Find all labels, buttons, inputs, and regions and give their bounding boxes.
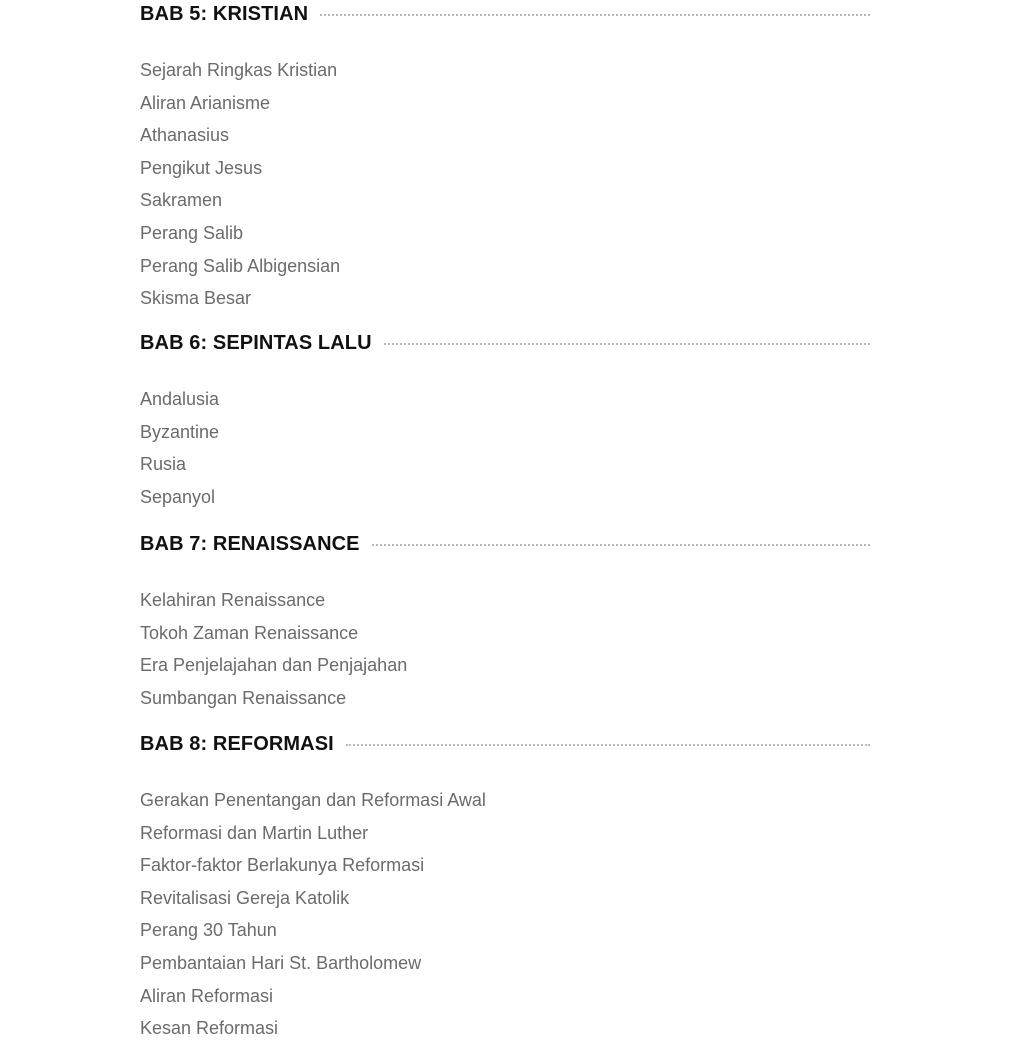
section-bab-8 xyxy=(140,731,870,1045)
section-bab-6 xyxy=(140,330,870,513)
list-item[interactable]: Pembantaian Hari St. Bartholomew xyxy=(140,952,422,973)
list-item[interactable]: Sakramen xyxy=(140,190,223,211)
list-item[interactable]: Perang Salib Albigensian xyxy=(140,255,341,276)
section-bab-7 xyxy=(140,531,870,714)
section-heading xyxy=(140,731,870,757)
section-title: BAB 6: SEPINTAS LALU xyxy=(140,331,372,354)
list-item[interactable]: Kesan Reformasi xyxy=(140,1018,279,1039)
heading-divider xyxy=(384,343,870,345)
list-item[interactable]: Faktor-faktor Berlakunya Reformasi xyxy=(140,855,425,876)
list-item[interactable]: Athanasius xyxy=(140,125,230,146)
heading-divider xyxy=(346,744,870,746)
section-heading xyxy=(140,531,870,557)
section-title: BAB 8: REFORMASI xyxy=(140,732,334,755)
list-item[interactable]: Kelahiran Renaissance xyxy=(140,590,326,610)
list-item[interactable]: Rusia xyxy=(140,454,187,475)
section-title: BAB 7: RENAISSANCE xyxy=(140,532,360,555)
list-item[interactable]: Byzantine xyxy=(140,421,220,442)
section-title: BAB 5: KRISTIAN xyxy=(140,2,309,25)
list-item[interactable]: Reformasi dan Martin Luther xyxy=(140,822,369,843)
heading-divider xyxy=(320,14,870,16)
list-item[interactable]: Andalusia xyxy=(140,389,220,409)
list-item[interactable]: Aliran Reformasi xyxy=(140,985,274,1006)
section-heading xyxy=(140,330,870,356)
list-item[interactable]: Sepanyol xyxy=(140,486,216,507)
list-item[interactable]: Gerakan Penentangan dan Reformasi Awal xyxy=(140,790,486,810)
list-item[interactable]: Skisma Besar xyxy=(140,288,252,309)
list-item[interactable]: Revitalisasi Gereja Katolik xyxy=(140,887,350,908)
section-heading xyxy=(140,1,870,27)
list-item[interactable]: Perang 30 Tahun xyxy=(140,920,277,941)
list-item[interactable]: Perang Salib xyxy=(140,222,244,243)
link-list xyxy=(140,584,870,714)
list-item[interactable]: Aliran Arianisme xyxy=(140,92,271,113)
heading-divider xyxy=(372,544,870,546)
section-bab-5 xyxy=(140,1,870,315)
link-list xyxy=(140,383,870,513)
link-list xyxy=(140,784,870,1045)
list-item[interactable]: Era Penjelajahan dan Penjajahan xyxy=(140,655,408,676)
list-item[interactable]: Sejarah Ringkas Kristian xyxy=(140,60,338,80)
link-list xyxy=(140,54,870,315)
list-item[interactable]: Tokoh Zaman Renaissance xyxy=(140,622,359,643)
list-item[interactable]: Pengikut Jesus xyxy=(140,157,263,178)
list-item[interactable]: Sumbangan Renaissance xyxy=(140,687,347,708)
